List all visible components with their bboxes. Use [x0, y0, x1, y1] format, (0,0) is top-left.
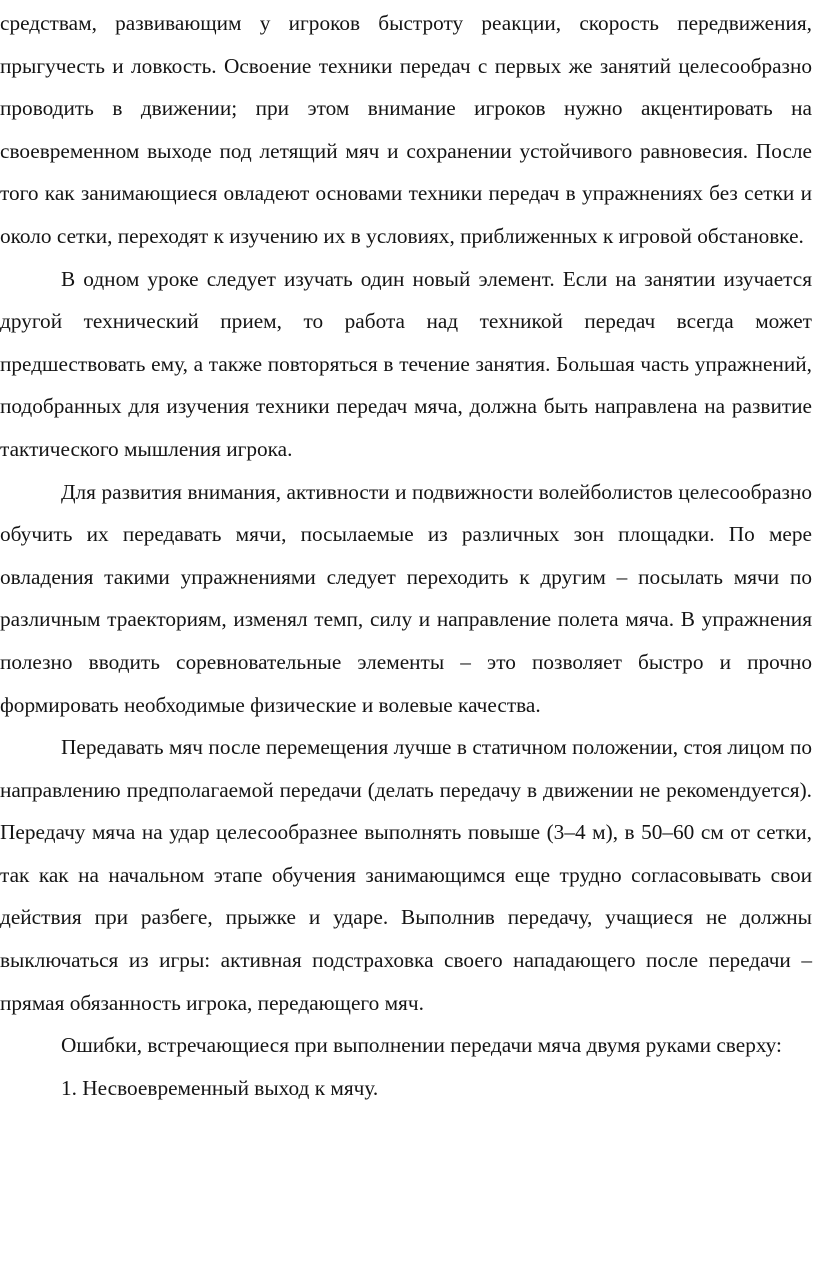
paragraph-continuation: средствам, развивающим у игроков быстроту реакции, скорость передвижения, прыгучесть и ловкость. Освоение техники передач с первых же занятий целесообразно проводить в движении; при этом внимание игроков нужно акцентировать на своевременном выходе под летящий мяч и сохранении устойчивого равновесия. После того как занимающиеся овладеют основами техники передач в упражнениях без сетки и около сетки, переходят к изучению их в условиях, приближенных к игровой обстановке. — [0, 11, 812, 248]
paragraph-lesson-structure: В одном уроке следует изучать один новый элемент. Если на занятии изучается другой технический прием, то работа над техникой передач всегда может предшествовать ему, а также повторяться в течение занятия. Большая часть упражнений, подобранных для изучения техники передач мяча, должна быть направлена на развитие тактического мышления игрока. — [0, 266, 812, 461]
list-item-error-1: 1. Несвоевременный выход к мячу. — [61, 1075, 379, 1100]
paragraph-static-position: Передавать мяч после перемещения лучше в статичном положении, стоя лицом по направлению предполагаемой передачи (делать передачу в движении не рекомендуется). Передачу мяча на удар целесообразнее выполнять повыше (3–4 м), в 50–60 см от сетки, так как на начальном этапе обучения занимающимся еще трудно согласовывать свои действия при разбеге, прыжке и ударе. Выполнив передачу, учащиеся не должны выключаться из игры: активная подстраховка своего нападающего после передачи – прямая обязанность игрока, передающего мяч. — [0, 735, 812, 1015]
paragraph-errors-heading: Ошибки, встречающиеся при выполнении передачи мяча двумя руками сверху: — [61, 1033, 782, 1058]
paragraph-attention-development: Для развития внимания, активности и подвижности волейболистов целесообразно обучить их передавать мячи, посылаемые из различных зон площадки. По мере овладения такими упражнениями следует переходить к другим – посылать мячи по различным траекториям, изменял темп, силу и направление полета мяча. В упражнения полезно вводить соревновательные элементы – это позволяет быстро и прочно формировать необходимые физические и волевые качества. — [0, 479, 812, 717]
